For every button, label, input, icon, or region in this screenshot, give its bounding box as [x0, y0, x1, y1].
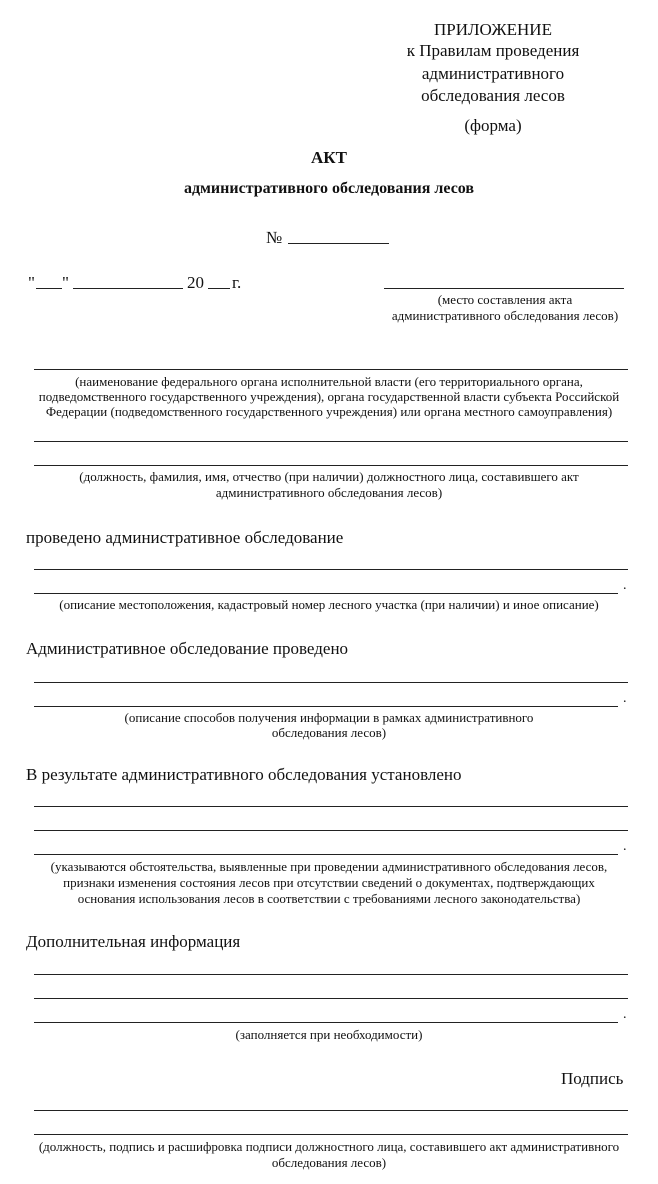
location-field-1[interactable] [34, 569, 628, 570]
section-methods-heading: Административное обследование проведено [26, 639, 349, 658]
number-sign: № [266, 228, 283, 247]
official-field-2[interactable] [34, 465, 628, 466]
year-suffix: г. [232, 273, 242, 292]
month-field[interactable] [73, 288, 183, 289]
authority-field[interactable] [34, 369, 628, 370]
appendix-line-3: обследования лесов [421, 86, 565, 105]
results-field-3[interactable] [34, 854, 618, 855]
number-field[interactable] [288, 243, 389, 244]
act-title: АКТ [311, 148, 347, 167]
location-caption: (описание местоположения, кадастровый номер лесного участка (при наличии) и иное описание) [59, 597, 599, 612]
methods-field-1[interactable] [34, 682, 628, 683]
appendix-line-2: административного [421, 64, 565, 83]
methods-caption-1: (описание способов получения информации в рамках административного [124, 710, 534, 725]
quote-open: " [28, 273, 35, 292]
act-subtitle: административного обследования лесов [183, 180, 475, 197]
section-additional-heading: Дополнительная информация [26, 932, 241, 951]
results-caption-2: признаки изменения состояния лесов при отсутствии сведений о документах, подтверждающих [63, 875, 595, 890]
signature-field-2[interactable] [34, 1134, 628, 1135]
methods-field-2[interactable] [34, 706, 618, 707]
period: . [623, 578, 627, 593]
period: . [623, 839, 627, 854]
period: . [623, 1007, 627, 1022]
results-caption-1: (указываются обстоятельства, выявленные при проведении административного обследования лесов, [50, 859, 608, 874]
authority-caption-2: подведомственного государственного учреждения), органа государственной власти субъекта Российской [38, 389, 620, 404]
authority-caption-1: (наименование федерального органа исполнительной власти (его территориального органа, [75, 374, 583, 389]
year-field[interactable] [208, 288, 230, 289]
place-caption-1: (место составления акта [437, 292, 573, 307]
period: . [623, 691, 627, 706]
results-field-1[interactable] [34, 806, 628, 807]
year-prefix: 20 [187, 273, 204, 292]
signature-caption-1: (должность, подпись и расшифровка подписи должностного лица, составившего акт административного [38, 1139, 620, 1154]
methods-caption-2: обследования лесов) [271, 725, 387, 740]
official-caption-1: (должность, фамилия, имя, отчество (при наличии) должностного лица, составившего акт [79, 469, 579, 484]
quote-close: " [62, 273, 69, 292]
signature-field-1[interactable] [34, 1110, 628, 1111]
appendix-title: ПРИЛОЖЕНИЕ [434, 20, 552, 39]
form-label: (форма) [464, 116, 522, 135]
results-caption-3: основания использования лесов в соответствии с требованиями лесного законодательства) [77, 891, 581, 906]
additional-field-3[interactable] [34, 1022, 618, 1023]
appendix-line-1: к Правилам проведения [406, 41, 580, 60]
section-results-heading: В результате административного обследования установлено [26, 765, 462, 784]
results-field-2[interactable] [34, 830, 628, 831]
day-field[interactable] [36, 288, 62, 289]
place-field[interactable] [384, 288, 624, 289]
additional-field-2[interactable] [34, 998, 628, 999]
section-conducted-heading: проведено административное обследование [26, 528, 344, 547]
official-field-1[interactable] [34, 441, 628, 442]
signature-caption-2: обследования лесов) [271, 1155, 387, 1170]
additional-field-1[interactable] [34, 974, 628, 975]
signature-heading: Подпись [561, 1069, 624, 1088]
official-caption-2: административного обследования лесов) [215, 485, 443, 500]
additional-caption: (заполняется при необходимости) [235, 1027, 423, 1042]
location-field-2[interactable] [34, 593, 618, 594]
authority-caption-3: Федерации (подведомственного государственного учреждения) или органа местного самоуправления) [45, 404, 613, 419]
place-caption-2: административного обследования лесов) [391, 308, 619, 323]
